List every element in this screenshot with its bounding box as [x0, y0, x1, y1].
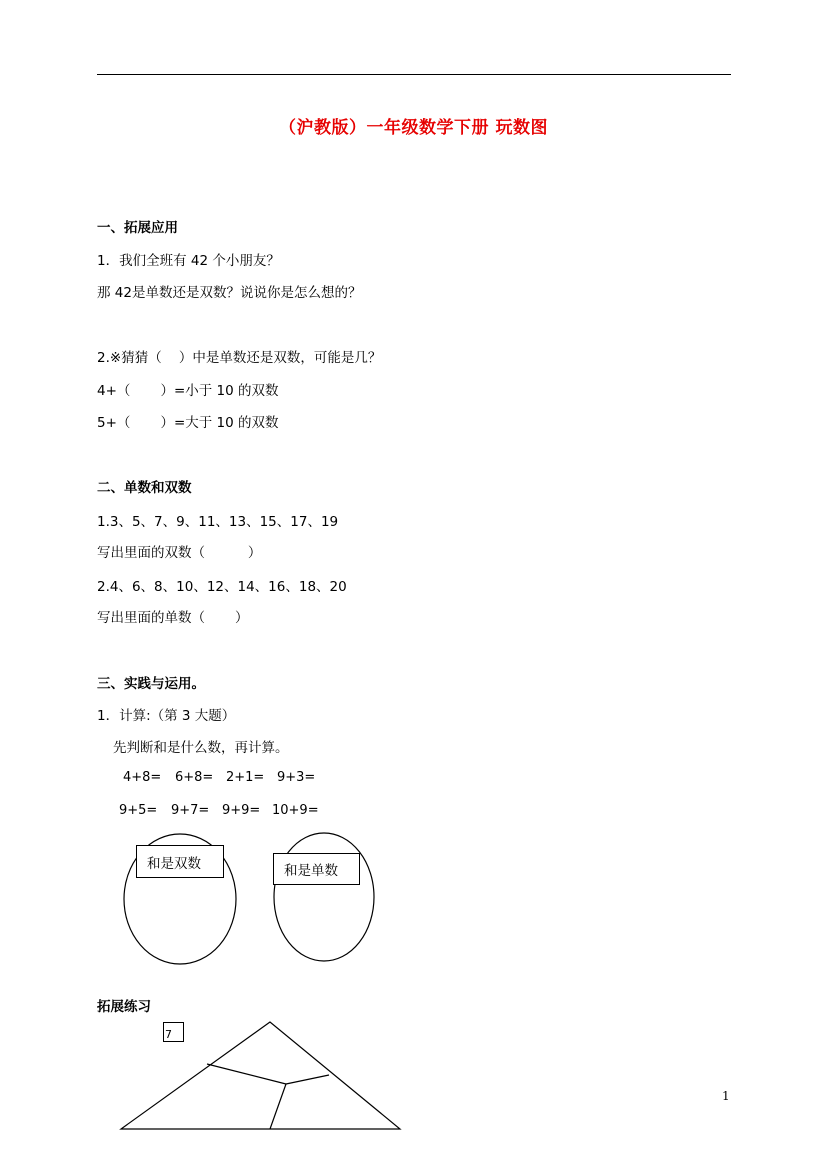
q1-line1: 1．我们全班有 42 个小朋友？ — [97, 253, 280, 269]
equation: 10+9= — [272, 803, 319, 818]
section2-heading: 二、单数和双数 — [97, 480, 192, 496]
page-title: （沪教版）一年级数学下册 玩数图 — [279, 118, 548, 138]
q2-line1: 2.※猜猜（ ）中是单数还是双数，可能是几？ — [97, 350, 382, 366]
section3-heading: 三、实践与运用。 — [97, 676, 205, 692]
extension-heading: 拓展练习 — [97, 999, 151, 1015]
page-number: 1 — [722, 1089, 730, 1103]
q2-line3: 5+（ ）=大于 10 的双数 — [97, 415, 279, 431]
equation: 9+5= — [119, 803, 158, 818]
equation: 2+1= — [226, 770, 265, 785]
number-box-value: 7 — [165, 1028, 172, 1041]
q2-line2: 4+（ ）=小于 10 的双数 — [97, 383, 279, 399]
odd-sum-label: 和是单数 — [273, 853, 360, 885]
even-sum-label: 和是双数 — [136, 845, 224, 878]
calc-question: 1．计算:（第 3 大题） — [97, 708, 236, 724]
equation: 6+8= — [175, 770, 214, 785]
odd-sequence: 1.3、5、7、9、11、13、15、17、19 — [97, 514, 339, 530]
number-box — [163, 1022, 184, 1042]
even-sequence: 2.4、6、8、10、12、14、16、18、20 — [97, 579, 347, 595]
equation: 9+3= — [277, 770, 316, 785]
equation: 9+7= — [171, 803, 210, 818]
calc-instruction: 先判断和是什么数，再计算。 — [113, 740, 289, 756]
equation: 4+8= — [123, 770, 162, 785]
write-even-prompt: 写出里面的双数（ ） — [97, 545, 262, 561]
section1-heading: 一、拓展应用 — [97, 220, 178, 236]
q1-line2: 那 42是单数还是双数？说说你是怎么想的？ — [97, 285, 362, 301]
write-odd-prompt: 写出里面的单数（ ） — [97, 610, 249, 626]
equation: 9+9= — [222, 803, 261, 818]
